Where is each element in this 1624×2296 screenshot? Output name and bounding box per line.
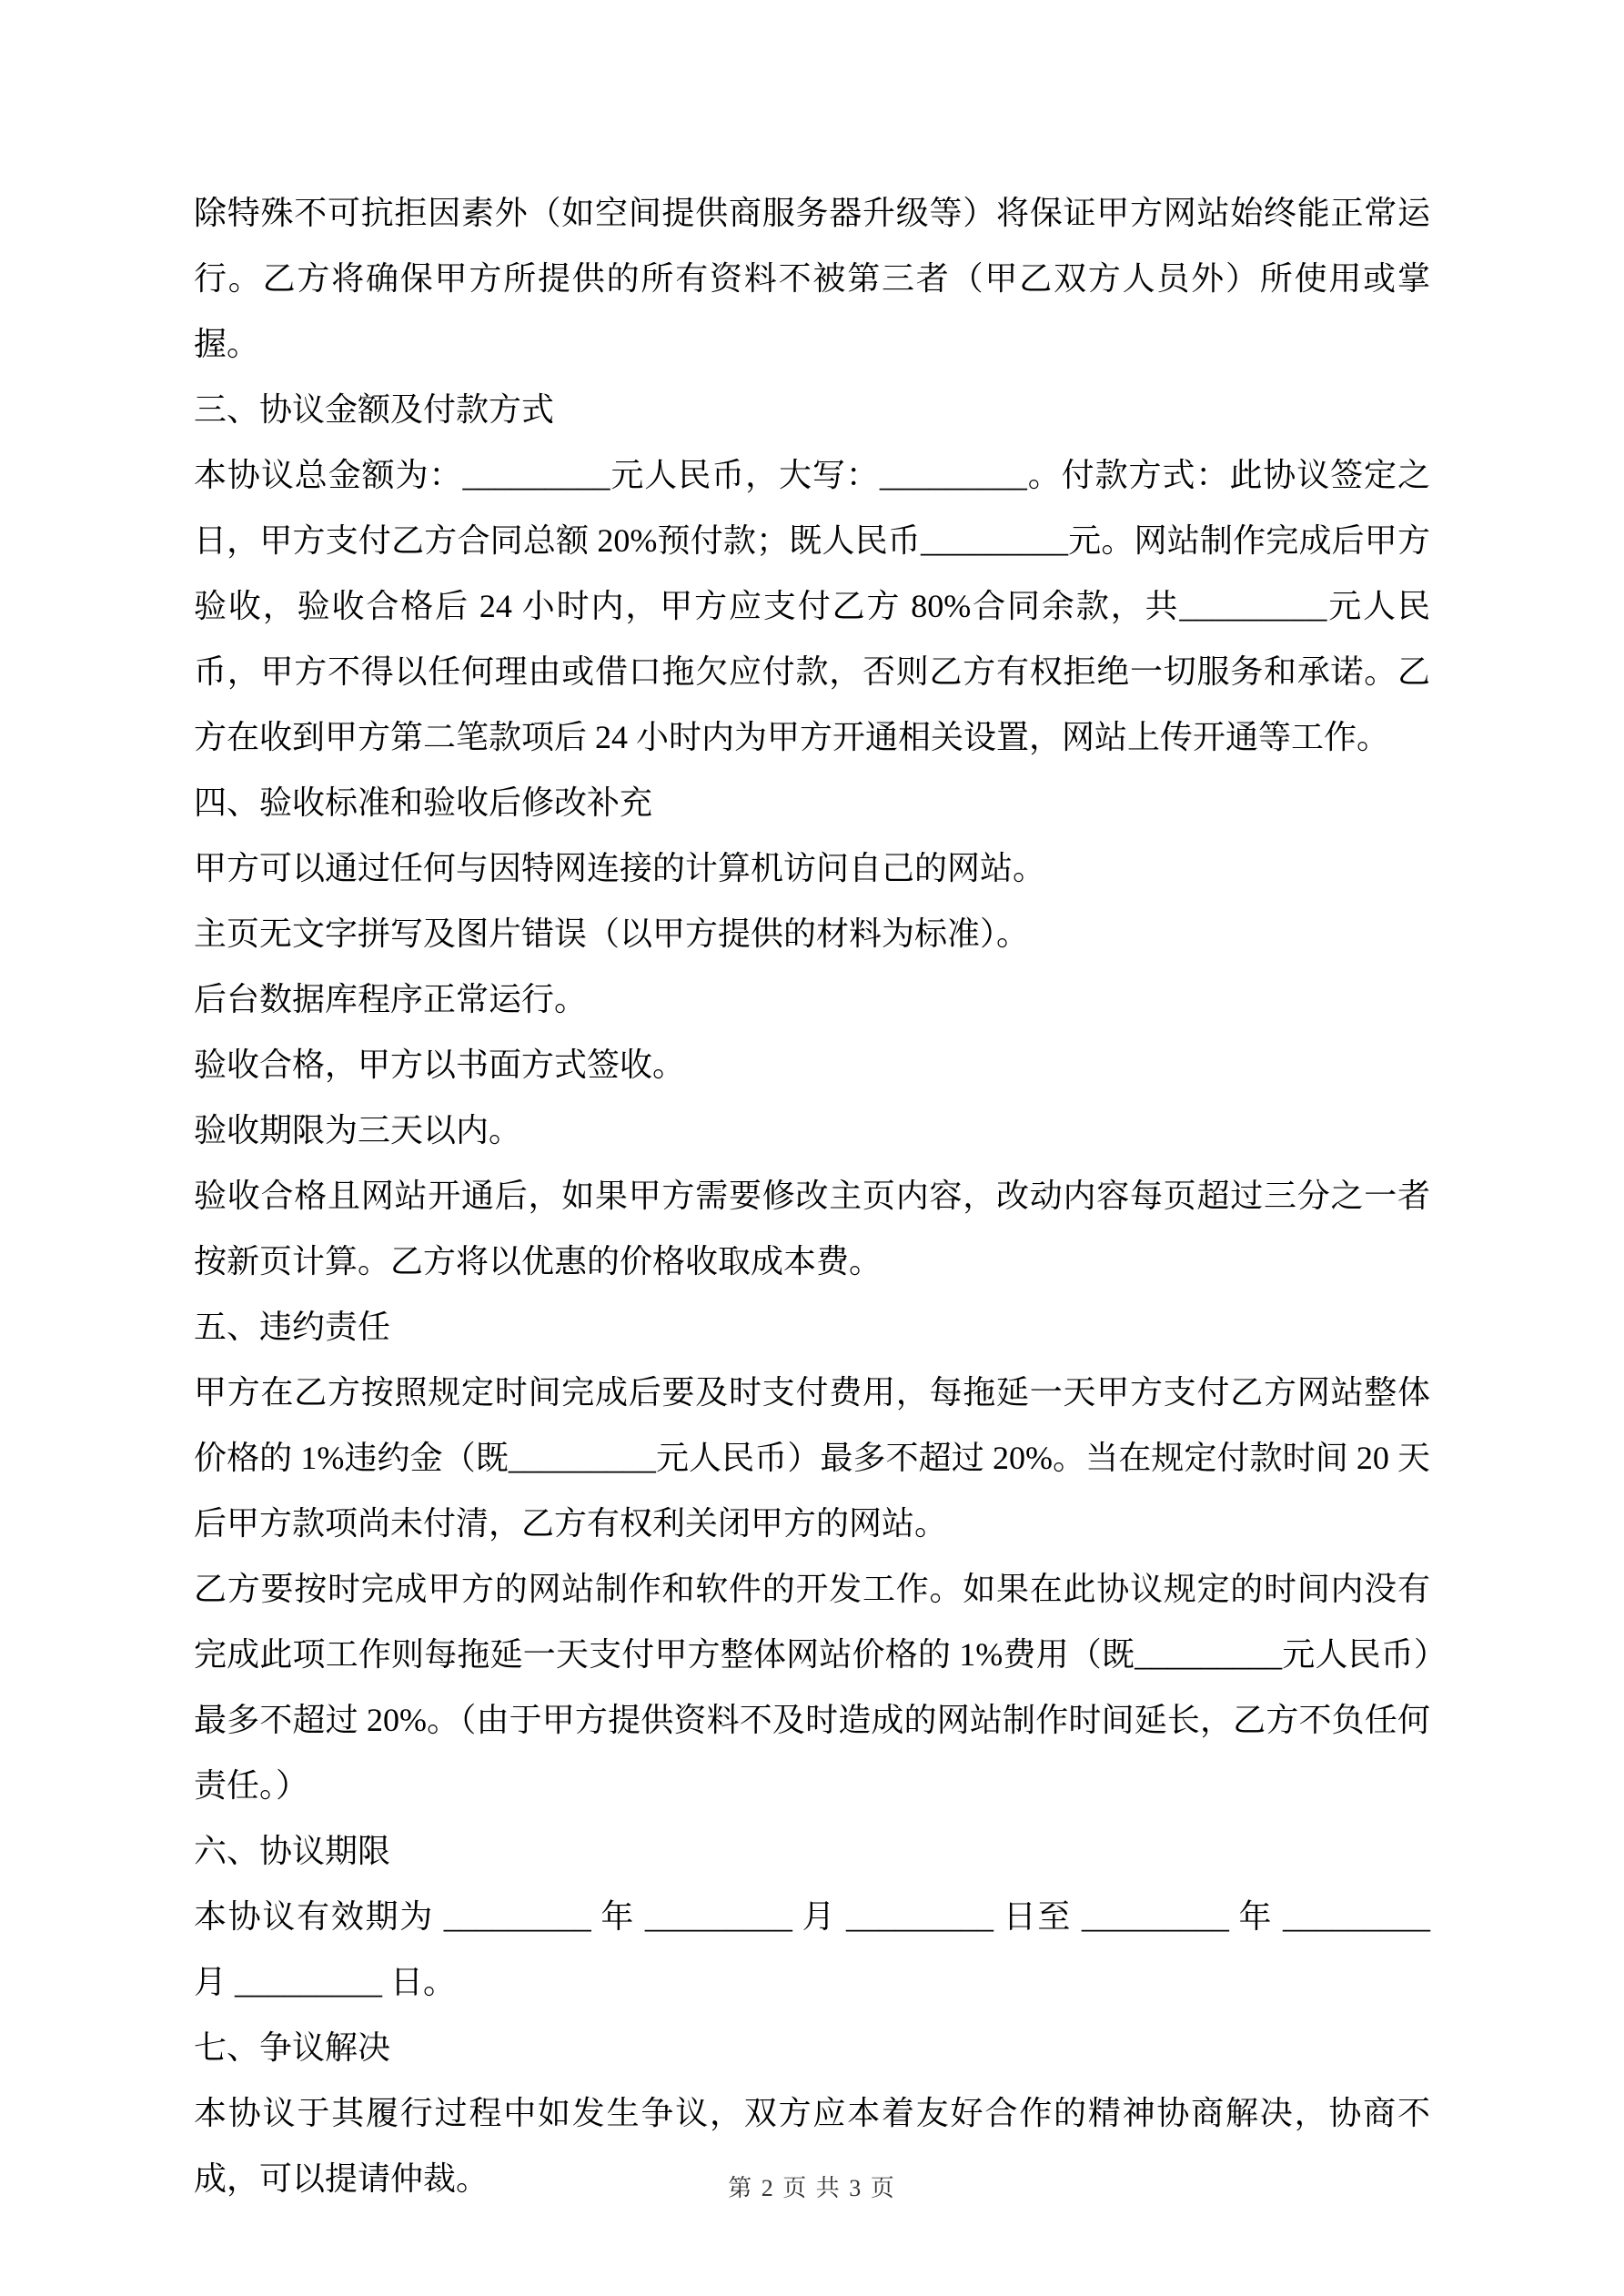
paragraph-acceptance-access: 甲方可以通过任何与因特网连接的计算机访问自己的网站。 [194,850,1046,886]
heading-section-5-liability: 五、违约责任 [194,1309,391,1345]
paragraph-liability-party-b: 乙方要按时完成甲方的网站制作和软件的开发工作。如果在此协议规定的时间内没有完成此项工作则每拖延一天支付甲方整体网站价格的 1%费用（既_________元人民币）最多不超过 20%。（由于甲方提供资料不及时造成的网站制作时间延长，乙方不负任何责任。） [194,1571,1430,1804]
paragraph-liability-party-a: 甲方在乙方按照规定时间完成后要及时支付费用，每拖延一天甲方支付乙方网站整体价格的 1%违约金（既_________元人民币）最多不超过 20%。当在规定付款时间 20 天后甲方款项尚未付清，乙方有权利关闭甲方的网站。 [194,1374,1430,1542]
contract-body [194,180,1430,2211]
paragraph-guarantee: 除特殊不可抗拒因素外（如空间提供商服务器升级等）将保证甲方网站始终能正常运行。乙方将确保甲方所提供的所有资料不被第三者（甲乙双方人员外）所使用或掌握。 [194,195,1430,362]
paragraph-acceptance-deadline: 验收期限为三天以内。 [194,1112,522,1148]
paragraph-acceptance-changes: 验收合格且网站开通后，如果甲方需要修改主页内容，改动内容每页超过三分之一者按新页计算。乙方将以优惠的价格收取成本费。 [194,1178,1430,1279]
paragraph-acceptance-database: 后台数据库程序正常运行。 [194,981,588,1017]
paragraph-term-dates: 本协议有效期为 _________ 年 _________ 月 _________ 日至 _________ 年 _________ 月 _________ 日。 [194,1898,1430,2000]
heading-section-4-acceptance: 四、验收标准和验收后修改补充 [194,784,653,821]
paragraph-payment-terms: 本协议总金额为：_________元人民币，大写：_________。付款方式：此协议签定之日，甲方支付乙方合同总额 20%预付款；既人民币_________元。网站制作完成后甲方验收，验收合格后 24 小时内，甲方应支付乙方 80%合同余款，共_________元人民币，甲方不得以任何理由或借口拖欠应付款，否则乙方有权拒绝一切服务和承诺。乙方在收到甲方第二笔款项后 24 小时内为甲方开通相关设置，网站上传开通等工作。 [194,457,1430,755]
heading-section-7-disputes: 七、争议解决 [194,2029,391,2066]
paragraph-dispute-resolution: 本协议于其履行过程中如发生争议，双方应本着友好合作的精神协商解决，协商不成，可以提请仲裁。 [194,2095,1430,2197]
page-number-footer: 第 2 页 共 3 页 [728,2175,896,2201]
heading-section-3-payment: 三、协议金额及付款方式 [194,391,555,428]
paragraph-acceptance-errors: 主页无文字拼写及图片错误（以甲方提供的材料为标准）。 [194,915,1030,952]
paragraph-acceptance-signoff: 验收合格，甲方以书面方式签收。 [194,1047,686,1083]
heading-section-6-term: 六、协议期限 [194,1833,391,1869]
